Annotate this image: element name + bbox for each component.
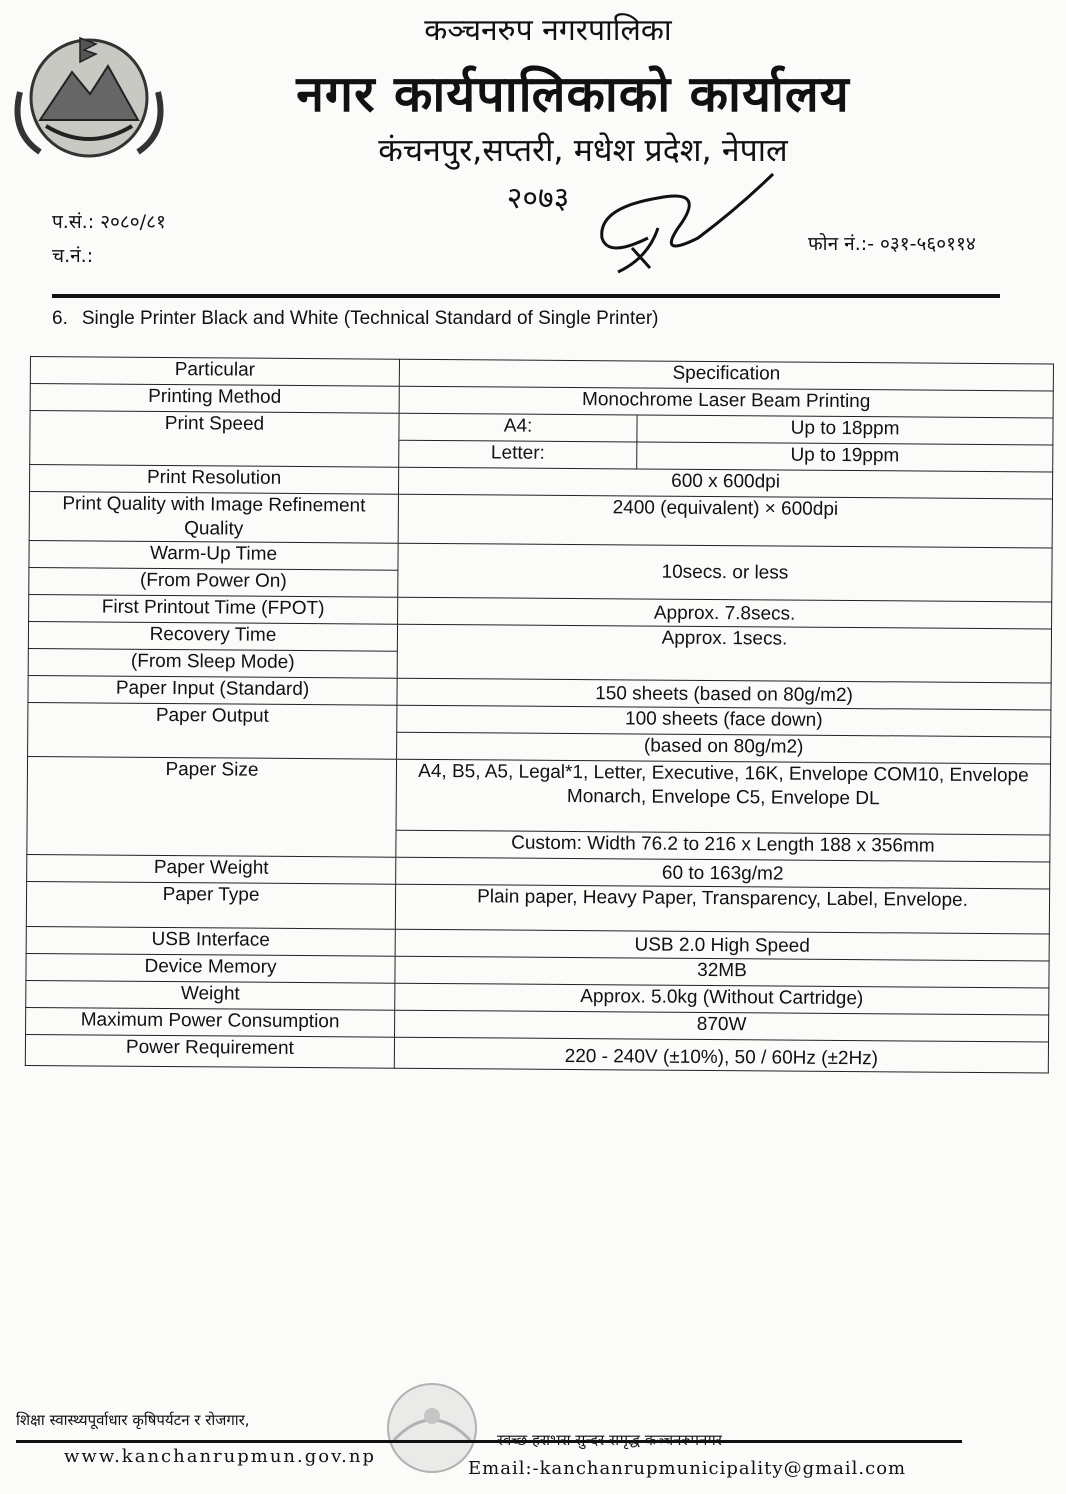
section-title xyxy=(52,308,658,330)
header-divider xyxy=(52,294,1000,298)
spec-cell: Approx. 7.8secs. xyxy=(398,597,1052,629)
signature-icon xyxy=(588,168,778,276)
spec-cell-continued: Custom: Width 76.2 to 216 x Length 188 x 356mm xyxy=(396,830,1050,862)
spec-cell: 220 - 240V (±10%), 50 / 60Hz (±2Hz) xyxy=(394,1037,1048,1073)
spec-cell: USB 2.0 High Speed xyxy=(395,929,1049,961)
section-title-text: Single Printer Black and White (Technical Standard of Single Printer) xyxy=(81,308,659,329)
spec-cell: Monochrome Laser Beam Printing xyxy=(399,386,1053,418)
table-row xyxy=(27,756,1050,834)
footer-website: www.kanchanrupmun.gov.np xyxy=(64,1446,376,1467)
reference-number: प.सं.: २०८०/८१ xyxy=(52,211,166,233)
spec-sub-value: Up to 18ppm xyxy=(637,415,1053,445)
table-row xyxy=(26,881,1049,933)
section-number: 6. xyxy=(52,308,68,329)
particular-cell-continued: (From Sleep Mode) xyxy=(28,648,397,678)
spec-sub-label: Letter: xyxy=(399,440,637,469)
footer-slogan: शिक्षा स्वास्थ्यपूर्वाधार कृषिपर्यटन र रोजगार, xyxy=(16,1411,250,1429)
spec-cell: Approx. 1secs. xyxy=(397,624,1051,683)
footer-email: Email:-kanchanrupmunicipality@gmail.com xyxy=(468,1458,907,1479)
spec-cell: Approx. 5.0kg (Without Cartridge) xyxy=(395,983,1049,1015)
spec-cell: 2400 (equivalent) × 600dpi xyxy=(398,494,1052,548)
spec-table xyxy=(25,356,1054,1073)
spec-cell: A4, B5, A5, Legal*1, Letter, Executive, 16K, Envelope COM10, Envelope Monarch, Envelope C5, Envelope DL xyxy=(396,759,1051,835)
particular-cell: Warm-Up Time xyxy=(29,540,398,570)
particular-cell: Device Memory xyxy=(26,953,395,983)
office-address: कंचनपुर,सप्तरी, मधेश प्रदेश, नेपाल xyxy=(378,131,788,169)
spec-cell: Plain paper, Heavy Paper, Transparency, Label, Envelope. xyxy=(395,884,1049,934)
particular-cell: Weight xyxy=(26,980,395,1010)
particular-cell: Paper Input (Standard) xyxy=(28,675,397,705)
spec-cell: 150 sheets (based on 80g/m2) xyxy=(397,678,1051,710)
particular-cell: USB Interface xyxy=(26,926,395,956)
spec-cell: 10secs. or less xyxy=(398,543,1052,602)
particular-cell: Power Requirement xyxy=(25,1034,394,1068)
table-row xyxy=(25,1034,1048,1072)
particular-cell-continued: (From Power On) xyxy=(29,567,398,597)
table-row xyxy=(29,492,1052,548)
particular-cell: Paper Type xyxy=(26,881,395,929)
header-specification: Specification xyxy=(399,359,1053,391)
particular-cell: Paper Weight xyxy=(27,854,396,884)
spec-cell-continued: (based on 80g/m2) xyxy=(397,732,1051,764)
established-year: २०७३ xyxy=(506,181,570,216)
particular-cell: Paper Size xyxy=(27,756,397,857)
header-particular: Particular xyxy=(30,357,399,387)
office-title: नगर कार्यपालिकाको कार्यालय xyxy=(296,65,850,123)
particular-cell: Print Resolution xyxy=(30,465,399,495)
spec-cell: 870W xyxy=(395,1010,1049,1042)
particular-cell: First Printout Time (FPOT) xyxy=(29,594,398,624)
particular-cell: Print Speed xyxy=(30,411,399,468)
spec-cell: 100 sheets (face down) xyxy=(397,705,1051,737)
particular-cell: Print Quality with Image Refinement Quality xyxy=(29,492,398,544)
particular-cell: Paper Output xyxy=(28,702,397,759)
particular-cell: Printing Method xyxy=(30,384,399,414)
dispatch-number: च.नं.: xyxy=(52,245,94,267)
spec-sub-label: A4: xyxy=(399,413,637,442)
spec-sub-value: Up to 19ppm xyxy=(637,442,1053,472)
municipality-name: कञ्चनरुप नगरपालिका xyxy=(424,13,672,48)
spec-cell: 600 x 600dpi xyxy=(398,467,1052,499)
footer-divider xyxy=(16,1440,962,1443)
particular-cell: Recovery Time xyxy=(28,621,397,651)
phone-number: फोन नं.:- ०३१-५६०११४ xyxy=(808,233,976,255)
particular-cell: Maximum Power Consumption xyxy=(26,1007,395,1037)
municipality-logo-icon xyxy=(384,1380,480,1476)
spec-cell: 32MB xyxy=(395,956,1049,988)
spec-cell: 60 to 163g/m2 xyxy=(396,857,1050,889)
